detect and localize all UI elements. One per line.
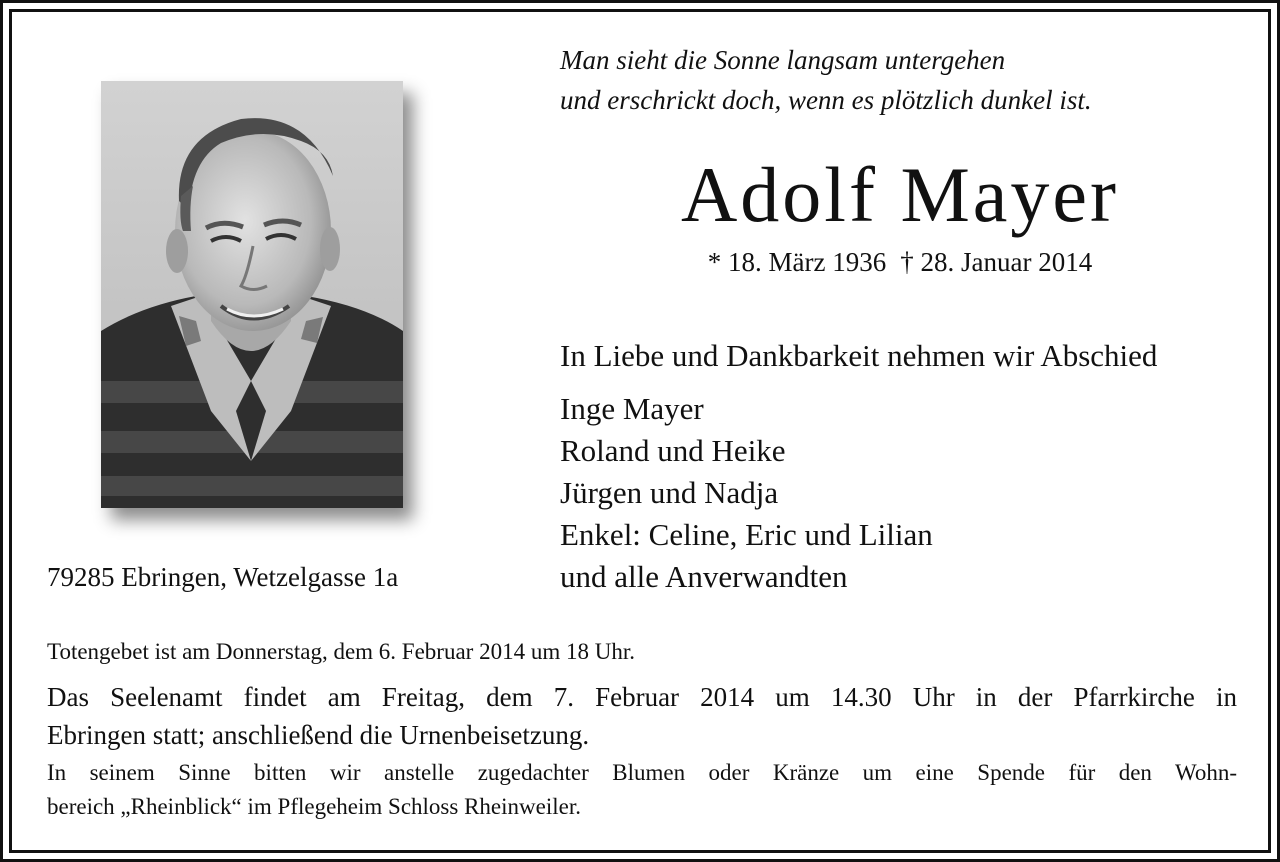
mourners-list [560, 388, 933, 598]
mourner: und alle Anverwandten [560, 559, 848, 594]
memorial-verse [560, 40, 1092, 120]
mourner: Enkel: Celine, Eric und Lilian [560, 517, 933, 552]
prayer-notice: Totengebet ist am Donnerstag, dem 6. Februar 2014 um 18 Uhr. [47, 639, 635, 664]
requiem-line: Ebringen statt; anschließend die Urnenbeisetzung. [47, 720, 590, 750]
mourner: Jürgen und Nadja [560, 475, 779, 510]
birth-date: * 18. März 1936 [707, 247, 887, 277]
address: 79285 Ebringen, Wetzelgasse 1a [47, 562, 399, 592]
portrait-illustration [101, 81, 403, 508]
donation-line: bereich „Rheinblick“ im Pflegeheim Schloss Rheinweiler. [47, 794, 581, 819]
life-dates [560, 244, 1240, 280]
verse-line: und erschrickt doch, wenn es plötzlich dunkel ist. [560, 85, 1092, 115]
donation-notice [47, 756, 1237, 824]
deceased-name: Adolf Mayer [680, 151, 1120, 238]
farewell-line: In Liebe und Dankbarkeit nehmen wir Abschied [560, 338, 1158, 373]
mourner: Inge Mayer [560, 391, 704, 426]
requiem-line: Das Seelenamt findet am Freitag, dem 7. Februar 2014 um 14.30 Uhr in der Pfarrkirche in [47, 682, 1237, 712]
portrait-photo [101, 81, 403, 508]
requiem-notice [47, 678, 1237, 754]
donation-line: In seinem Sinne bitten wir anstelle zugedachter Blumen oder Kränze um eine Spende für den Wohn- [47, 760, 1237, 785]
verse-line: Man sieht die Sonne langsam untergehen [560, 45, 1006, 75]
mourner: Roland und Heike [560, 433, 786, 468]
death-date: † 28. Januar 2014 [900, 247, 1093, 277]
